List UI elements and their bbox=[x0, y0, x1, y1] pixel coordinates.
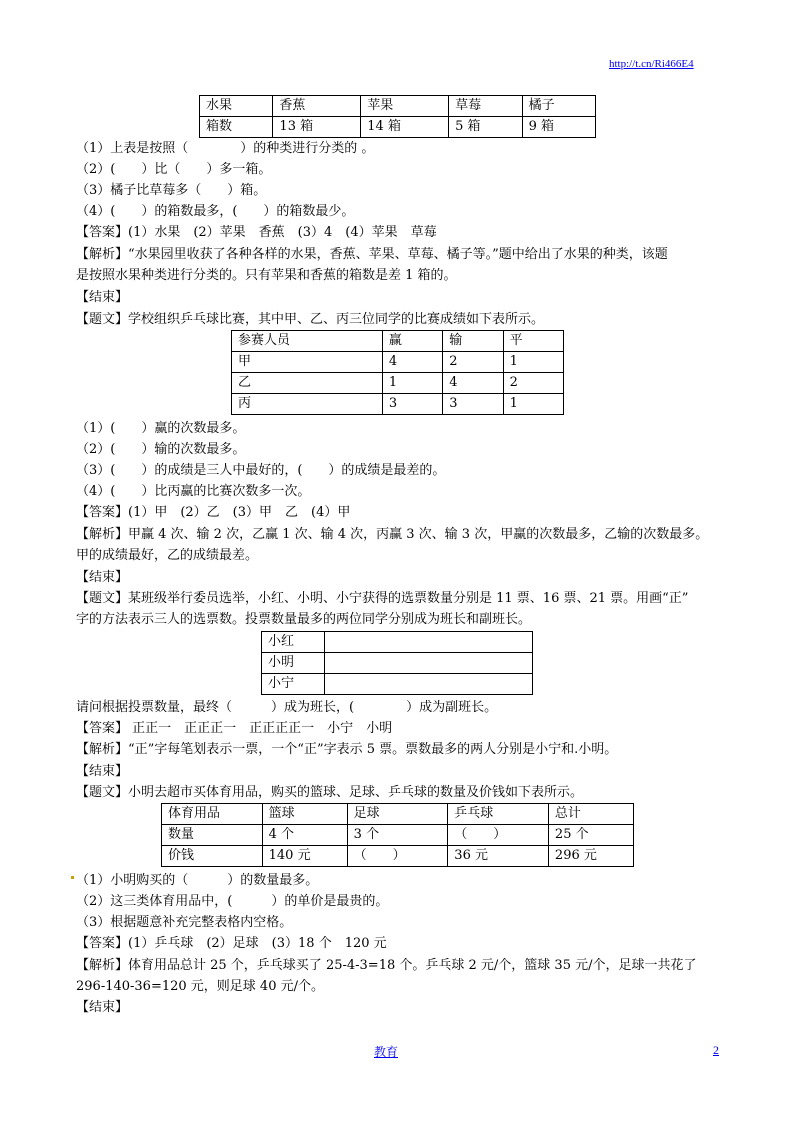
question-line: （1）上表是按照（ ）的种类进行分类的 。 bbox=[76, 141, 375, 156]
table-cell: 香蕉 bbox=[273, 96, 361, 117]
question-line: 请问根据投票数量，最终（ ）成为班长，( ）成为副班长。 bbox=[76, 700, 498, 715]
end-marker: 【结束】 bbox=[76, 570, 129, 585]
pingpong-table bbox=[231, 330, 564, 415]
vote-table bbox=[261, 631, 533, 695]
answer-line: 【答案】(1）乒乓球 (2）足球 (3）18 个 120 元 bbox=[76, 936, 387, 951]
table-cell: 小宁 bbox=[262, 674, 325, 695]
table-cell: 25 个 bbox=[548, 825, 633, 846]
table-cell: 2 bbox=[503, 373, 563, 394]
sports-table bbox=[161, 803, 634, 867]
table-cell: 水果 bbox=[200, 96, 273, 117]
table-row bbox=[162, 846, 634, 867]
table-cell: 苹果 bbox=[361, 96, 449, 117]
table-cell: 平 bbox=[503, 331, 563, 352]
table-cell: 36 元 bbox=[448, 846, 549, 867]
table-cell: 13 箱 bbox=[273, 117, 361, 138]
table-cell: 2 bbox=[443, 352, 503, 373]
table-cell: 足球 bbox=[347, 804, 448, 825]
answer-line: 【答案】(1）水果 (2）苹果 香蕉 (3）4 (4）苹果 草莓 bbox=[76, 225, 437, 240]
table-row bbox=[262, 632, 533, 653]
table-cell: 输 bbox=[443, 331, 503, 352]
question-line: （4）( ）比丙赢的比赛次数多一次。 bbox=[76, 484, 311, 499]
question-title: 【题文】学校组织乒乓球比赛，其中甲、乙、丙三位同学的比赛成绩如下表所示。 bbox=[76, 312, 545, 327]
table-cell: 乙 bbox=[232, 373, 383, 394]
table-cell: 1 bbox=[503, 352, 563, 373]
table-cell: 3 bbox=[382, 394, 442, 415]
analysis-line: 296-140-36=120 元，则足球 40 元/个。 bbox=[76, 979, 324, 994]
table-row bbox=[200, 96, 596, 117]
question-line: （2）( ）输的次数最多。 bbox=[76, 442, 246, 457]
question-line: （1）小明购买的（ ）的数量最多。 bbox=[76, 873, 319, 888]
table-cell: 3 个 bbox=[347, 825, 448, 846]
table-cell: 小红 bbox=[262, 632, 325, 653]
table-cell: 9 箱 bbox=[522, 117, 595, 138]
question-title: 【题文】某班级举行委员选举，小红、小明、小宁获得的选票数量分别是 11 票、16 票、21 票。用画“正” bbox=[76, 591, 689, 606]
question-line: （3）根据题意补充完整表格内空格。 bbox=[76, 915, 293, 930]
dot-mark bbox=[71, 876, 74, 879]
question-line: （3）( ）的成绩是三人中最好的，( ）的成绩是最差的。 bbox=[76, 463, 446, 478]
table-cell: （ ） bbox=[448, 825, 549, 846]
table-cell: 140 元 bbox=[262, 846, 347, 867]
table-cell: 丙 bbox=[232, 394, 383, 415]
table-cell: 小明 bbox=[262, 653, 325, 674]
question-line: （3）橘子比草莓多（ ）箱。 bbox=[76, 183, 267, 198]
table-cell: 4 bbox=[382, 352, 442, 373]
question-title: 【题文】小明去超市买体育用品，购买的篮球、足球、乒乓球的数量及价钱如下表所示。 bbox=[76, 785, 584, 800]
table-cell: 箱数 bbox=[200, 117, 273, 138]
table-cell bbox=[325, 674, 533, 695]
table-cell: 篮球 bbox=[262, 804, 347, 825]
table-row bbox=[162, 804, 634, 825]
analysis-line: 甲的成绩最好，乙的成绩最差。 bbox=[76, 548, 259, 563]
answer-line: 【答案】 正正一 正正正一 正正正正一 小宁 小明 bbox=[76, 721, 393, 736]
question-line: （4）( ）的箱数最多，( ）的箱数最少。 bbox=[76, 204, 355, 219]
table-cell: 296 元 bbox=[548, 846, 633, 867]
end-marker: 【结束】 bbox=[76, 1000, 129, 1015]
table-cell: 参赛人员 bbox=[232, 331, 383, 352]
analysis-line: 【解析】“水果园里收获了各种各样的水果，香蕉、苹果、草莓、橘子等。”题中给出了水果的种类，该题 bbox=[76, 247, 668, 262]
analysis-line: 【解析】“正”字每笔划表示一票，一个“正”字表示 5 票。票数最多的两人分别是小宁和.小明。 bbox=[76, 742, 618, 757]
answer-line: 【答案】(1）甲 (2）乙 (3）甲 乙 (4）甲 bbox=[76, 505, 351, 520]
question-line: （2）这三类体育用品中，( ）的单价是最贵的。 bbox=[76, 894, 389, 909]
table-row bbox=[232, 331, 564, 352]
table-cell bbox=[325, 632, 533, 653]
question-line: （1）( ）赢的次数最多。 bbox=[76, 421, 246, 436]
table-cell bbox=[325, 653, 533, 674]
table-cell: 4 bbox=[443, 373, 503, 394]
table-cell: 乒乓球 bbox=[448, 804, 549, 825]
table-cell: 价钱 bbox=[162, 846, 263, 867]
table-cell: 4 个 bbox=[262, 825, 347, 846]
table-cell: （ ） bbox=[347, 846, 448, 867]
table-cell: 1 bbox=[382, 373, 442, 394]
table-cell: 总计 bbox=[548, 804, 633, 825]
table-row bbox=[262, 653, 533, 674]
table-cell: 赢 bbox=[382, 331, 442, 352]
table-row bbox=[232, 373, 564, 394]
table-cell: 14 箱 bbox=[361, 117, 449, 138]
table-cell: 体育用品 bbox=[162, 804, 263, 825]
analysis-line: 【解析】体育用品总计 25 个，乒乓球买了 25-4-3=18 个。乒乓球 2 元/个，篮球 35 元/个，足球一共花了 bbox=[76, 958, 697, 973]
footer-link[interactable]: 教育 bbox=[374, 1045, 399, 1059]
table-cell: 5 箱 bbox=[449, 117, 522, 138]
analysis-line: 是按照水果种类进行分类的。只有苹果和香蕉的箱数是差 1 箱的。 bbox=[76, 268, 457, 283]
table-cell: 橘子 bbox=[522, 96, 595, 117]
table-row bbox=[200, 117, 596, 138]
table-cell: 数量 bbox=[162, 825, 263, 846]
header-link[interactable]: http://t.cn/Ri466E4 bbox=[609, 58, 694, 70]
end-marker: 【结束】 bbox=[76, 764, 129, 779]
table-cell: 3 bbox=[443, 394, 503, 415]
table-cell: 草莓 bbox=[449, 96, 522, 117]
table-row bbox=[162, 825, 634, 846]
table-row bbox=[232, 394, 564, 415]
fruit-table bbox=[199, 95, 596, 138]
table-cell: 甲 bbox=[232, 352, 383, 373]
question-title: 字的方法表示三人的选票数。投票数量最多的两位同学分别成为班长和副班长。 bbox=[76, 612, 532, 627]
table-cell: 1 bbox=[503, 394, 563, 415]
table-row bbox=[232, 352, 564, 373]
page-number[interactable]: 2 bbox=[713, 1043, 719, 1057]
end-marker: 【结束】 bbox=[76, 290, 129, 305]
table-row bbox=[262, 674, 533, 695]
question-line: （2）( ）比（ ）多一箱。 bbox=[76, 162, 272, 177]
analysis-line: 【解析】甲赢 4 次、输 2 次，乙赢 1 次、输 4 次，丙赢 3 次、输 3 次，甲赢的次数最多，乙输的次数最多。 bbox=[76, 527, 709, 542]
